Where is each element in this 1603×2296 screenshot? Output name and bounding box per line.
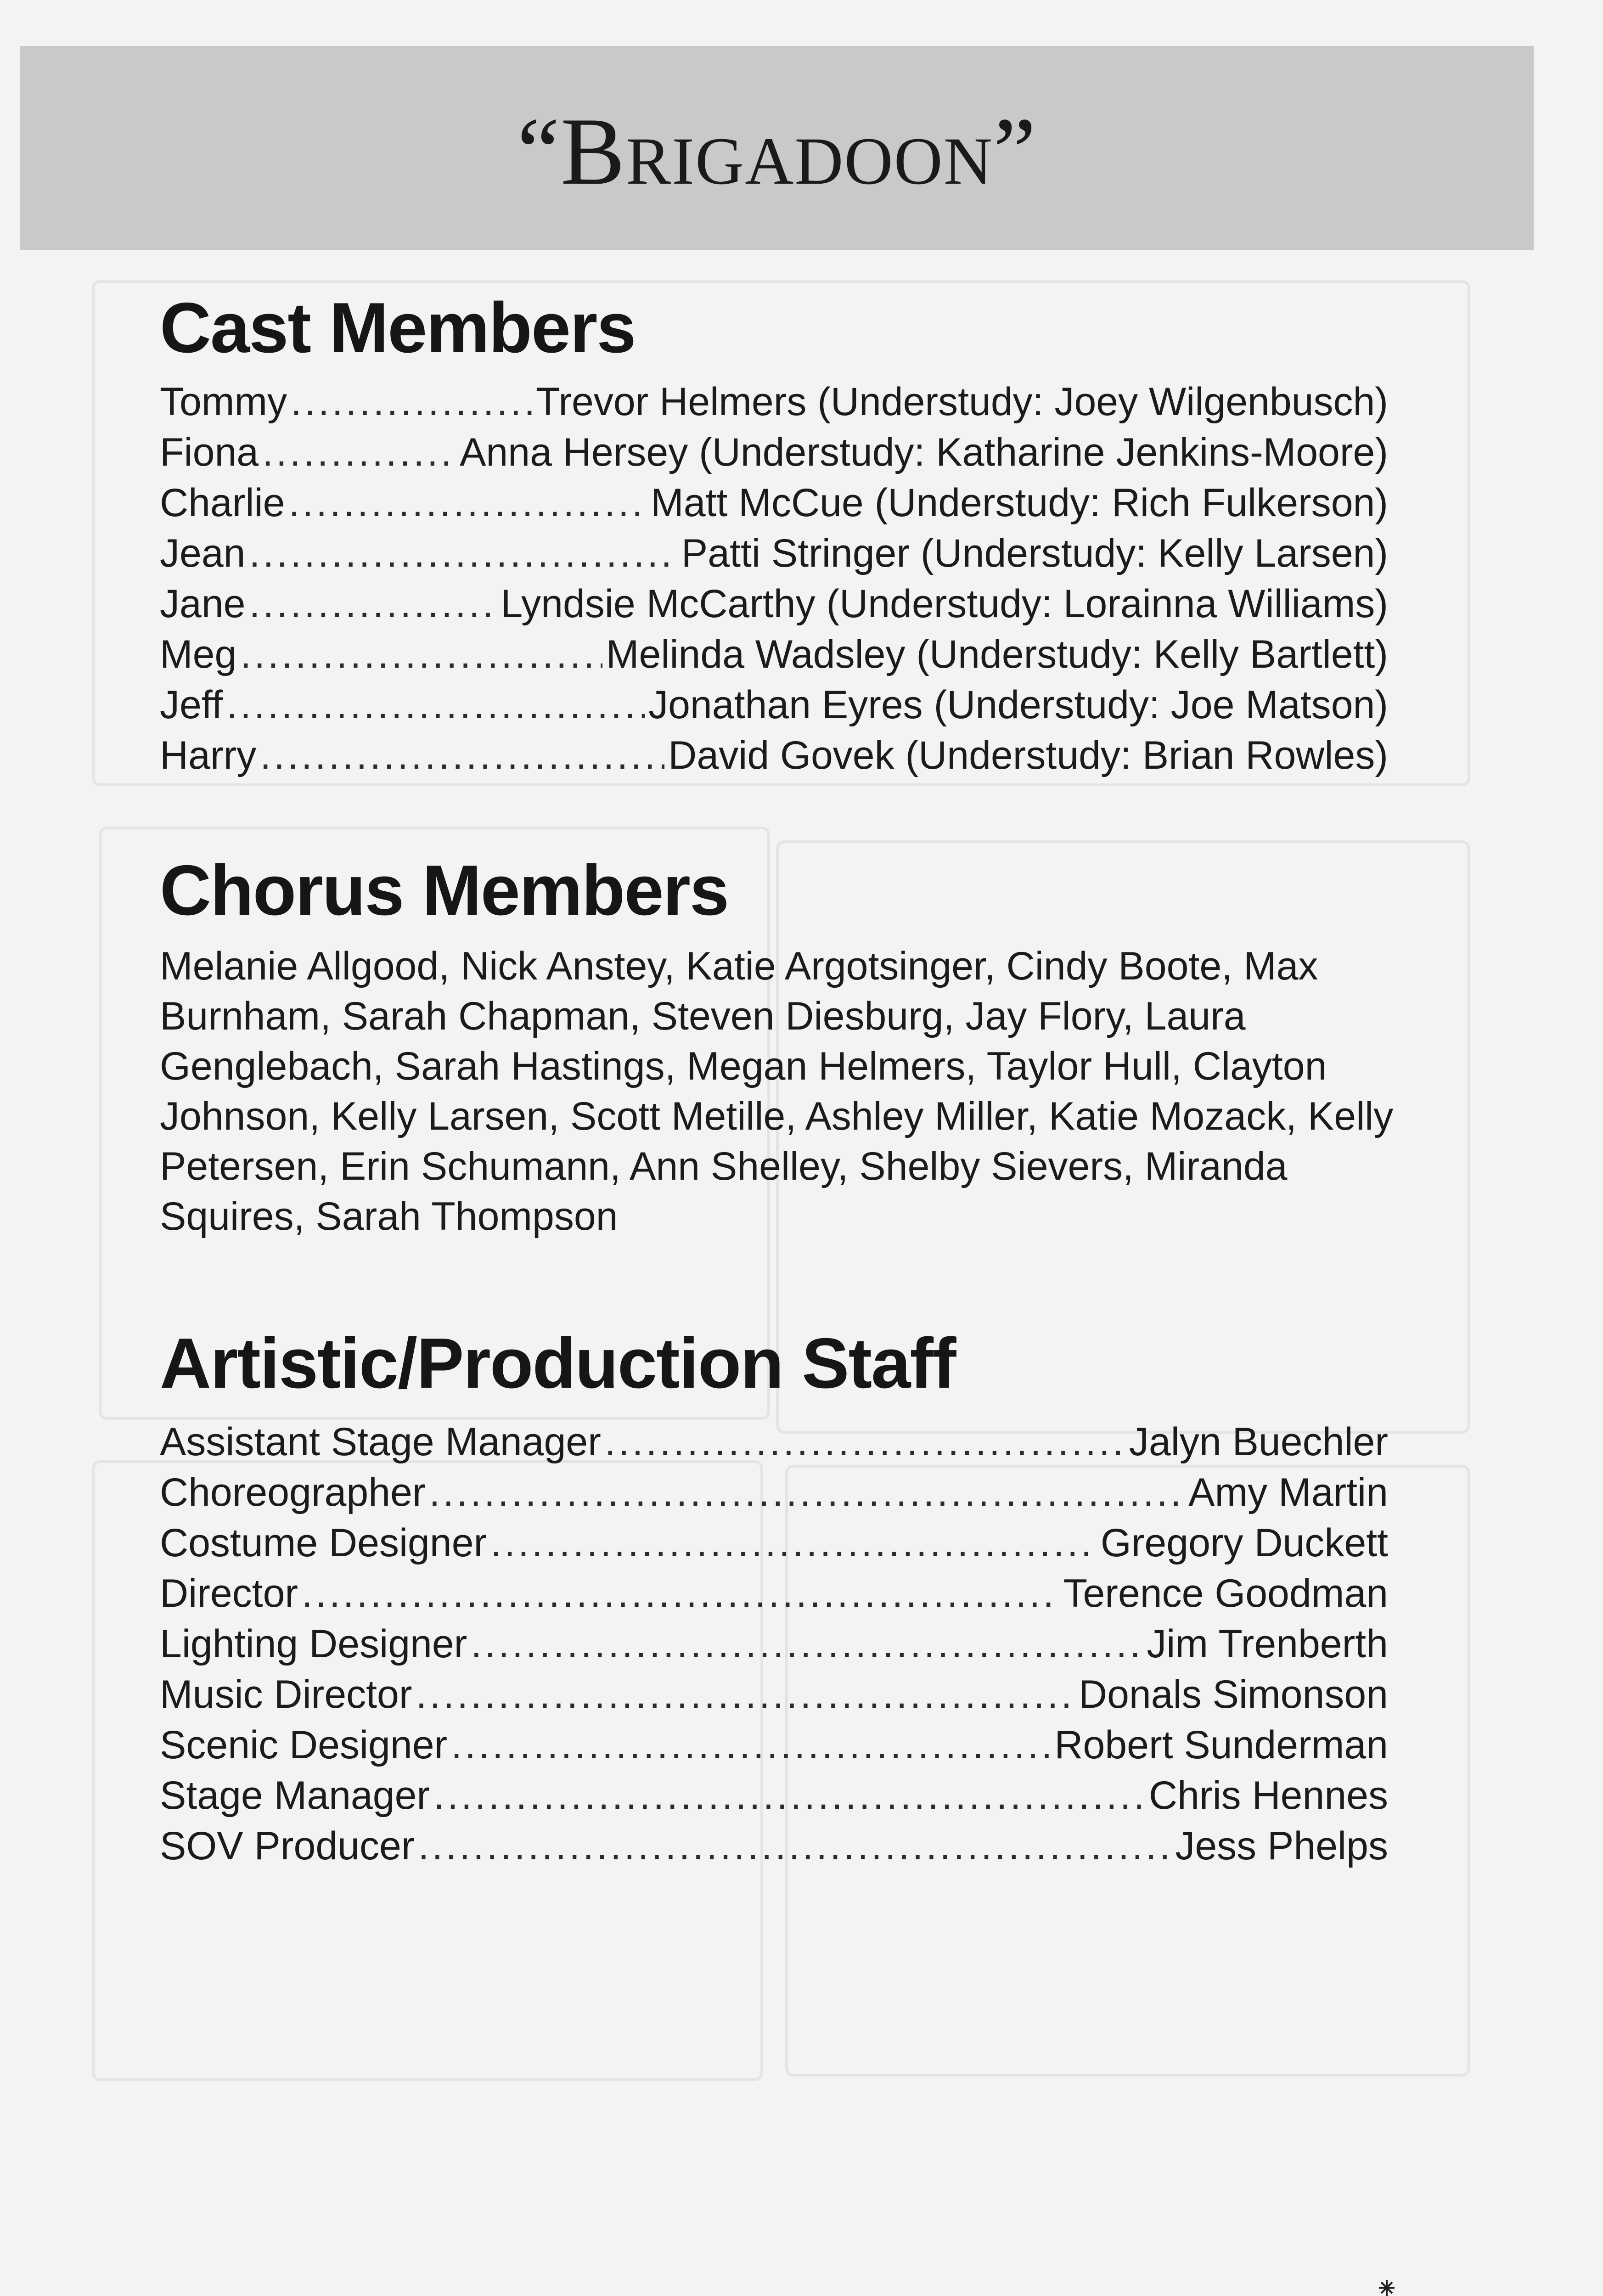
cast-role: Fiona <box>160 430 259 474</box>
cast-row <box>160 579 1388 629</box>
staff-name: Gregory Duckett <box>1100 1521 1388 1565</box>
staff-row <box>160 1619 1388 1669</box>
cast-row <box>160 478 1388 528</box>
dot-leader <box>302 1568 1059 1619</box>
cast-name: Trevor Helmers (Understudy: Joey Wilgenbusch) <box>536 380 1388 424</box>
staff-role: SOV Producer <box>160 1824 415 1868</box>
cast-name: Melinda Wadsley (Understudy: Kelly Bartlett) <box>606 632 1388 676</box>
staff-row <box>160 1770 1388 1821</box>
staff-role: Lighting Designer <box>160 1622 467 1666</box>
cast-role: Charlie <box>160 481 285 525</box>
dot-leader <box>416 1669 1075 1720</box>
dot-leader <box>240 629 602 680</box>
staff-name: Donals Simonson <box>1078 1672 1388 1716</box>
dot-leader <box>451 1720 1051 1770</box>
cast-row <box>160 528 1388 579</box>
page-title: “Brigadoon” <box>517 98 1037 205</box>
chorus-list: Melanie Allgood, Nick Anstey, Katie Argotsinger, Cindy Boote, Max Burnham, Sarah Chapman, Steven Diesburg, Jay Flory, Laura Genglebach, Sarah Hastings, Megan Helmers, Taylor Hull, Clayton Johnson, Kelly Larsen, Scott Metille, Ashley Miller, Katie Mozack, Kelly Petersen, Erin Schumann, Ann Shelley, Shelby Sievers, Miranda Squires, Sarah Thompson <box>160 944 1394 1238</box>
cast-name: Matt McCue (Understudy: Rich Fulkerson) <box>651 481 1388 525</box>
cast-role: Jeff <box>160 683 223 727</box>
dot-leader <box>418 1821 1171 1871</box>
staff-heading: Artistic/Production Staff <box>160 1323 956 1403</box>
staff-role: Director <box>160 1571 298 1615</box>
staff-row <box>160 1467 1388 1518</box>
cast-role: Harry <box>160 733 257 777</box>
cast-row <box>160 427 1388 478</box>
cast-row <box>160 377 1388 427</box>
dot-leader <box>288 478 647 528</box>
cast-heading: Cast Members <box>160 288 636 367</box>
staff-row <box>160 1417 1388 1467</box>
staff-row <box>160 1669 1388 1720</box>
staff-role: Choreographer <box>160 1470 426 1514</box>
cast-name: David Govek (Understudy: Brian Rowles) <box>668 733 1388 777</box>
cast-row <box>160 680 1388 730</box>
staff-name: Terence Goodman <box>1063 1571 1388 1615</box>
cast-role: Tommy <box>160 380 287 424</box>
dot-leader <box>249 579 497 629</box>
dot-leader <box>249 528 678 579</box>
chorus-heading: Chorus Members <box>160 850 729 930</box>
cast-role: Jean <box>160 531 246 575</box>
staff-row <box>160 1518 1388 1568</box>
staff-name: Jim Trenberth <box>1147 1622 1388 1666</box>
cast-name: Jonathan Eyres (Understudy: Joe Matson) <box>648 683 1388 727</box>
cast-name: Patti Stringer (Understudy: Kelly Larsen) <box>681 531 1388 575</box>
dot-leader <box>260 730 664 781</box>
staff-role: Music Director <box>160 1672 412 1716</box>
staff-role: Scenic Designer <box>160 1723 448 1767</box>
cast-name: Anna Hersey (Understudy: Katharine Jenkins-Moore) <box>460 430 1388 474</box>
dot-leader <box>291 377 532 427</box>
cast-row <box>160 730 1388 781</box>
staff-name: Robert Sunderman <box>1054 1723 1388 1767</box>
dot-leader <box>605 1417 1125 1467</box>
dot-leader <box>429 1467 1185 1518</box>
dot-leader <box>471 1619 1143 1669</box>
dot-leader <box>262 427 456 478</box>
staff-role: Stage Manager <box>160 1773 430 1818</box>
staff-role: Costume Designer <box>160 1521 487 1565</box>
cast-name: Lyndsie McCarthy (Understudy: Lorainna Williams) <box>501 582 1388 626</box>
staff-name: Jess Phelps <box>1175 1824 1388 1868</box>
cast-role: Jane <box>160 582 246 626</box>
staff-row <box>160 1568 1388 1619</box>
staff-role: Assistant Stage Manager <box>160 1420 601 1464</box>
dot-leader <box>226 680 645 730</box>
cast-row <box>160 629 1388 680</box>
dot-leader <box>433 1770 1145 1821</box>
cast-role: Meg <box>160 632 237 676</box>
staff-name: Amy Martin <box>1188 1470 1388 1514</box>
staff-name: Jalyn Buechler <box>1129 1420 1388 1464</box>
veishea-logo <box>1341 2271 1534 2296</box>
staff-row <box>160 1720 1388 1770</box>
staff-name: Chris Hennes <box>1149 1773 1388 1818</box>
dot-leader <box>490 1518 1097 1568</box>
staff-row <box>160 1821 1388 1871</box>
